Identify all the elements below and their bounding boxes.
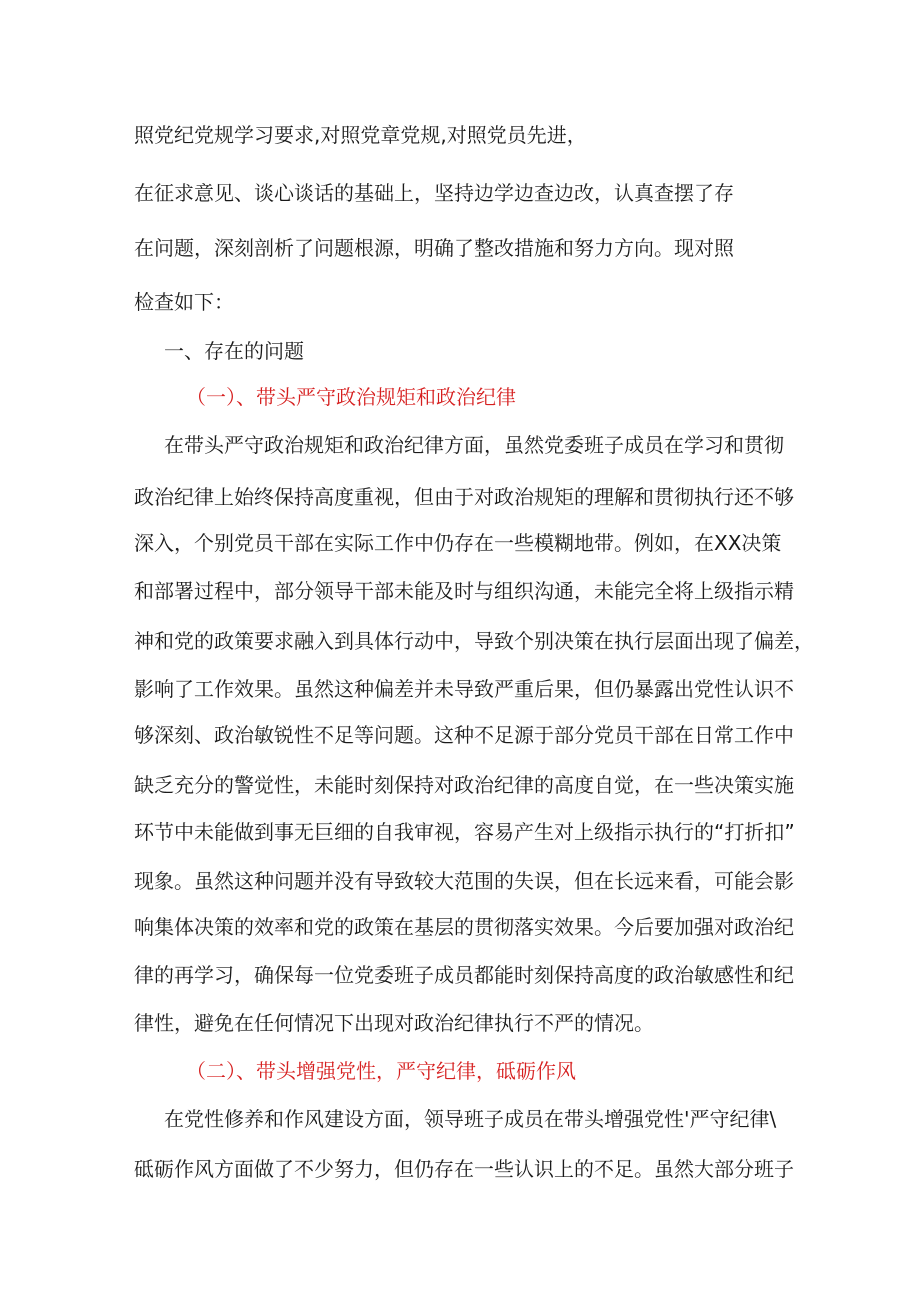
subsection-1-line-4: 和部署过程中，部分领导干部未能及时与组织沟通，未能完全将上级指示精	[134, 579, 794, 603]
intro-line-4: 检查如下：	[134, 290, 234, 314]
subsection-1-line-13: 律性，避免在任何情况下出现对政治纪律执行不严的情况。	[134, 1011, 654, 1035]
intro-line-1: 照党纪党规学习要求,对照党章党规,对照党员先进，	[134, 123, 587, 147]
subsection-2-line-2: 砥砺作风方面做了不少努力，但仍存在一些认识上的不足。虽然大部分班子	[134, 1157, 794, 1181]
subsection-1-line-10: 现象。虽然这种问题并没有导致较大范围的失误，但在长远来看，可能会影	[134, 869, 794, 893]
subsection-1-line-12: 律的再学习，确保每一位党委班子成员都能时刻保持高度的政治敏感性和纪	[134, 963, 794, 987]
section-heading: 一、存在的问题	[164, 339, 304, 363]
subsection-1-line-8: 缺乏充分的警觉性，未能时刻保持对政治纪律的高度自觉，在一些决策实施	[134, 773, 794, 797]
intro-line-3: 在问题，深刻剖析了问题根源，明确了整改措施和努力方向。现对照	[134, 236, 734, 260]
subsection-1-line-3: 深入，个别党员干部在实际工作中仍存在一些模糊地带。例如，在XX决策	[134, 531, 782, 555]
subsection-1-line-9: 环节中未能做到事无巨细的自我审视，容易产生对上级指示执行的“打折扣”	[134, 820, 795, 844]
subsection-1-line-5: 神和党的政策要求融入到具体行动中，导致个别决策在执行层面出现了偏差，	[134, 629, 814, 653]
subsection-1-line-1: 在带头严守政治规矩和政治纪律方面，虽然党委班子成员在学习和贯彻	[164, 433, 784, 457]
subsection-1-heading: （一）、带头严守政治规矩和政治纪律	[186, 385, 516, 409]
subsection-1-line-2: 政治纪律上始终保持高度重视，但由于对政治规矩的理解和贯彻执行还不够	[134, 485, 794, 509]
intro-line-2: 在征求意见、谈心谈话的基础上，坚持边学边查边改，认真查摆了存	[134, 181, 734, 205]
subsection-1-line-7: 够深刻、政治敏锐性不足等问题。这种不足源于部分党员干部在日常工作中	[134, 723, 794, 747]
subsection-2-heading: （二）、带头增强党性，严守纪律，砥砺作风	[186, 1059, 576, 1083]
subsection-1-line-6: 影响了工作效果。虽然这种偏差并未导致严重后果，但仍暴露出党性认识不	[134, 677, 794, 701]
subsection-2-line-1: 在党性修养和作风建设方面，领导班子成员在带头增强党性'严守纪律\	[164, 1107, 777, 1131]
subsection-1-line-11: 响集体决策的效率和党的政策在基层的贯彻落实效果。今后要加强对政治纪	[134, 915, 794, 939]
